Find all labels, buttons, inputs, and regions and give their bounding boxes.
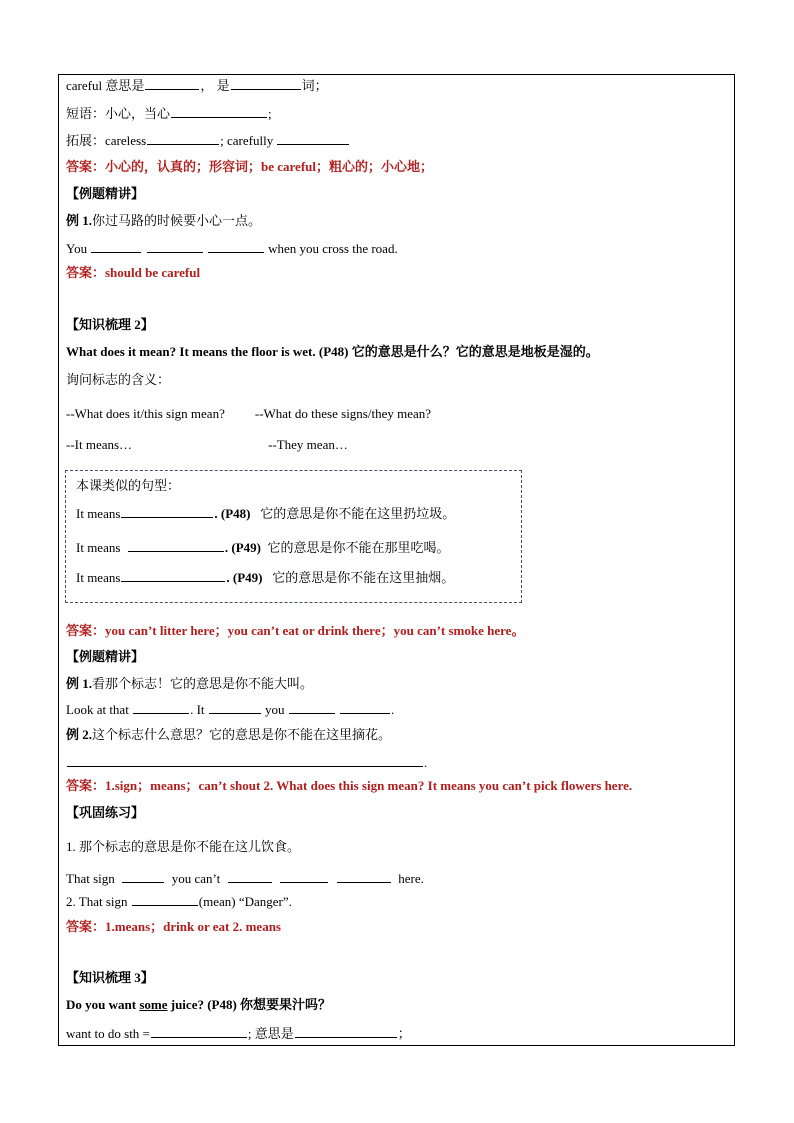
text: . (P49) xyxy=(224,540,262,555)
text: Look at that xyxy=(66,702,129,717)
extension-line xyxy=(66,132,350,149)
answer-blank[interactable] xyxy=(133,701,189,714)
text: . xyxy=(391,702,395,717)
text: 例 1. xyxy=(66,676,93,691)
example-2-answer-blank-line xyxy=(66,754,427,771)
text: You xyxy=(66,241,88,256)
text: --What do these signs/they mean? xyxy=(254,406,432,421)
exercise-2-line xyxy=(66,893,292,910)
text: 词； xyxy=(301,78,328,93)
section-heading: 【巩固练习】 xyxy=(66,805,145,820)
sign-meaning-intro: 询问标志的含义： xyxy=(66,372,171,387)
text: 看那个标志！它的意思是你不能大叫。 xyxy=(92,676,314,691)
text: 它的意思是你不能在那里吃喝。 xyxy=(267,540,450,555)
reply-line xyxy=(66,437,348,453)
section-heading: 【知识梳理 3】 xyxy=(66,970,154,985)
underlined-word: some xyxy=(139,997,168,1012)
text: . xyxy=(424,755,428,770)
text: juice? (P48) 你想要果汁吗？ xyxy=(170,997,332,1012)
answer-blank[interactable] xyxy=(122,870,164,883)
text: It means xyxy=(76,540,121,555)
text: when you cross the road. xyxy=(268,241,398,256)
text: 拓展：careless xyxy=(66,133,147,148)
answer-blank[interactable] xyxy=(208,240,264,253)
text: ; xyxy=(268,106,272,121)
answer-blank[interactable] xyxy=(151,1025,247,1038)
text: 它的意思是你不能在这里抽烟。 xyxy=(272,570,455,585)
text: here. xyxy=(398,871,424,886)
text: 这个标志什么意思？它的意思是你不能在这里摘花。 xyxy=(92,727,392,742)
text: 例 1. xyxy=(66,213,93,228)
text: ； xyxy=(397,1026,411,1041)
text: --What does it/this sign mean? xyxy=(66,406,225,421)
answer-blank[interactable] xyxy=(128,539,224,552)
answer-blank[interactable] xyxy=(132,893,198,906)
phrase-line xyxy=(66,105,272,122)
answer-line: 答案：you can’t litter here；you can’t eat or drink there；you can’t smoke here。 xyxy=(66,623,525,638)
text: . (P48) xyxy=(214,506,251,521)
answer-blank[interactable] xyxy=(231,77,301,90)
answer-blank[interactable] xyxy=(209,701,261,714)
answer-blank[interactable] xyxy=(295,1025,397,1038)
answer-blank[interactable] xyxy=(280,870,328,883)
answer-blank[interactable] xyxy=(228,870,272,883)
text: want to do sth = xyxy=(66,1026,150,1041)
text: careful 意思是 xyxy=(66,78,145,93)
exercise-1-english-line xyxy=(66,870,424,887)
section-heading: 【例题精讲】 xyxy=(66,186,145,201)
text: 你过马路的时候要小心一点。 xyxy=(92,213,262,228)
text: ; carefully xyxy=(220,133,274,148)
text: 例 2. xyxy=(66,727,93,742)
text: 它的意思是你不能在这里扔垃圾。 xyxy=(260,506,456,521)
answer-blank[interactable] xyxy=(91,240,141,253)
text: It means xyxy=(76,506,121,521)
example-1-english-line xyxy=(66,240,398,257)
text: . It xyxy=(190,702,205,717)
answer-blank[interactable] xyxy=(147,132,219,145)
text: you xyxy=(265,702,285,717)
text: That sign xyxy=(66,871,115,886)
example-1-english-line xyxy=(66,701,394,718)
text: Do you want xyxy=(66,997,137,1012)
text: 2. That sign xyxy=(66,894,128,909)
example-2-line xyxy=(66,727,391,743)
text: ; 意思是 xyxy=(247,1026,294,1041)
key-sentence-line xyxy=(66,997,331,1013)
answer-blank[interactable] xyxy=(337,870,391,883)
section-heading: 【例题精讲】 xyxy=(66,649,145,664)
answer-blank[interactable] xyxy=(171,105,267,118)
answer-blank[interactable] xyxy=(277,132,349,145)
answer-line: 答案：1.sign；means；can’t shout 2. What does this sign mean? It means you can’t pick flowers here. xyxy=(66,778,633,793)
answer-blank[interactable] xyxy=(340,701,390,714)
answer-line: 答案：should be careful xyxy=(66,265,201,280)
text: It means xyxy=(76,570,121,585)
section-heading: 【知识梳理 2】 xyxy=(66,317,154,332)
box-row-3 xyxy=(76,569,454,586)
text: you can’t xyxy=(171,871,221,886)
box-row-2 xyxy=(76,539,450,556)
key-sentence-line: What does it mean? It means the floor is wet. (P48) 它的意思是什么？它的意思是地板是湿的。 xyxy=(66,344,599,359)
example-1-line xyxy=(66,213,261,229)
box-title: 本课类似的句型： xyxy=(76,478,181,493)
answer-line: 答案：1.means；drink or eat 2. means xyxy=(66,919,281,934)
answer-blank[interactable] xyxy=(289,701,335,714)
example-1-line xyxy=(66,676,313,692)
question-line xyxy=(66,406,431,422)
text: . (P49) xyxy=(226,570,263,585)
text: --It means… xyxy=(66,437,133,452)
box-row-1 xyxy=(76,505,455,522)
text: ， 是 xyxy=(200,78,230,93)
answer-blank[interactable] xyxy=(121,569,225,582)
text: 短语：小心，当心 xyxy=(66,106,171,121)
exercise-1-line: 1. 那个标志的意思是你不能在这儿饮食。 xyxy=(66,839,301,854)
want-to-do-line xyxy=(66,1025,411,1042)
answer-blank[interactable] xyxy=(147,240,203,253)
answer-line: 答案：小心的，认真的；形容词；be careful；粗心的；小心地； xyxy=(66,159,433,174)
careful-meaning-line xyxy=(66,77,328,94)
text: --They mean… xyxy=(268,437,348,452)
text: (mean) “Danger”. xyxy=(198,894,292,909)
answer-blank[interactable] xyxy=(67,754,423,767)
answer-blank[interactable] xyxy=(145,77,199,90)
answer-blank[interactable] xyxy=(121,505,213,518)
